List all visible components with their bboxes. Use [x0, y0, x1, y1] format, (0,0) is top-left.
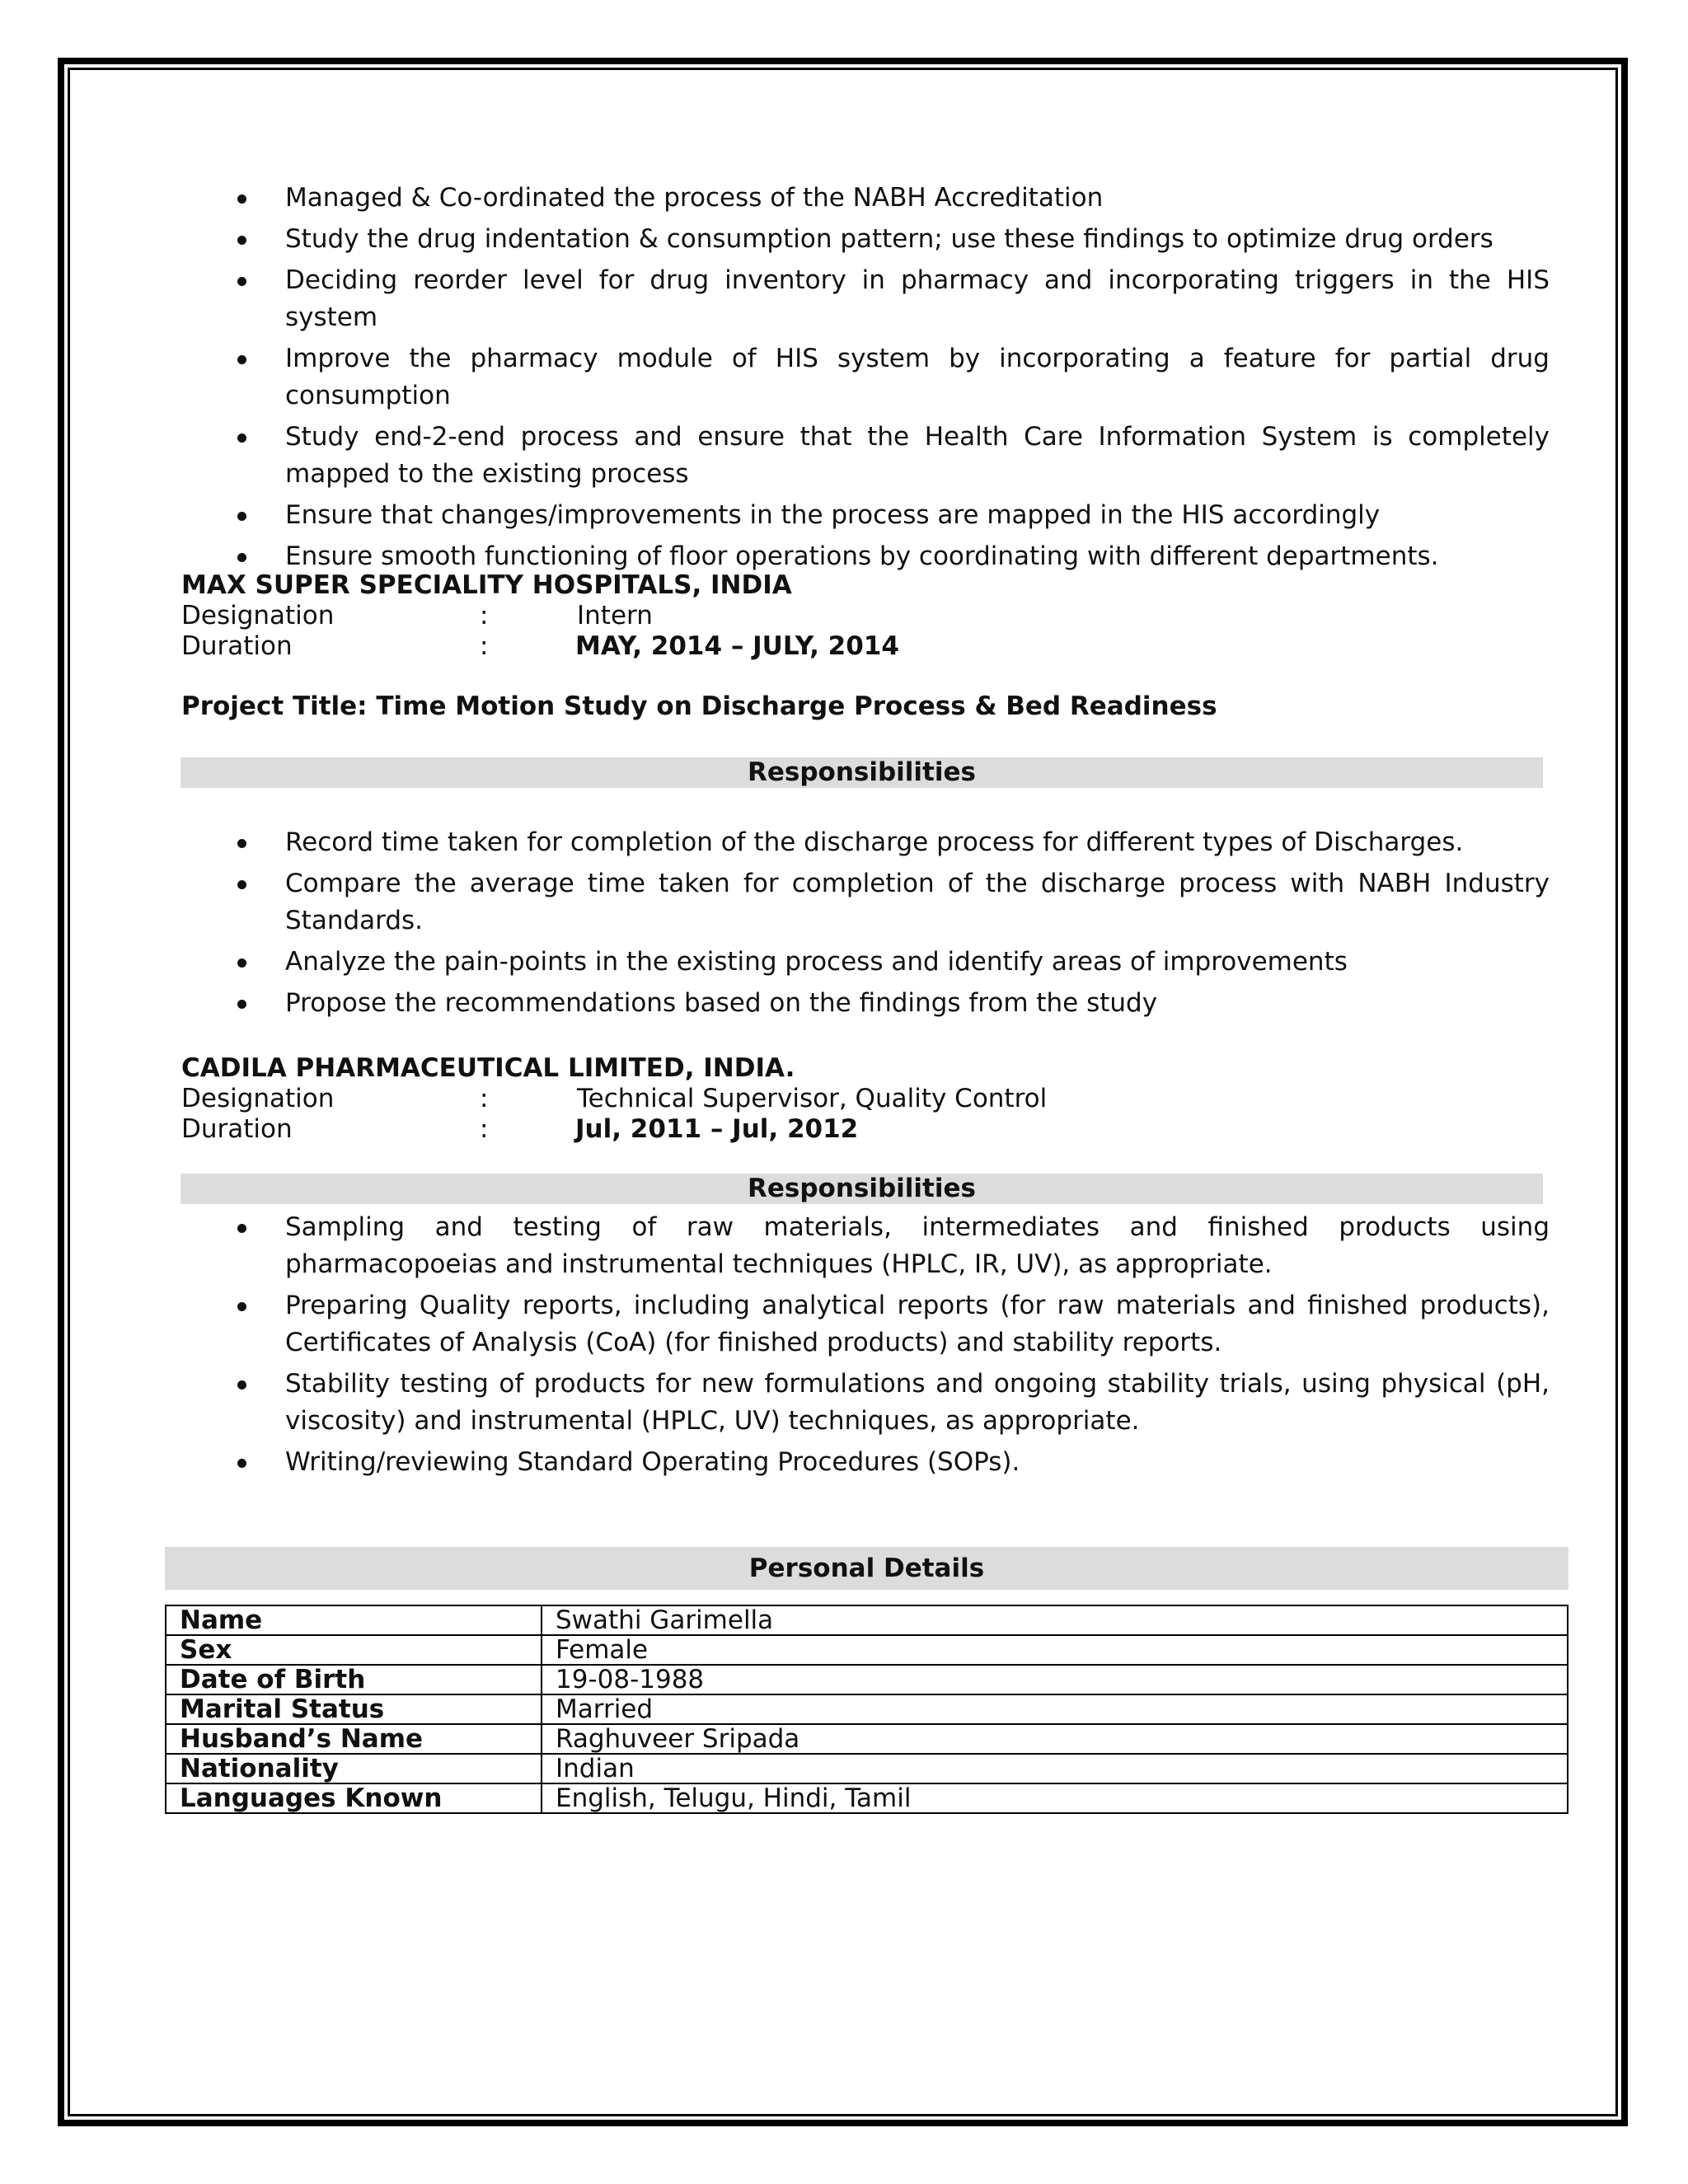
list-item-text: Improve the pharmacy module of HIS system by incorporating a feature for partial drug consumption: [285, 344, 1550, 410]
bullet-icon: [237, 194, 246, 204]
max-designation-row: [181, 601, 1335, 630]
cadila-duration-row: [181, 1114, 1335, 1144]
bullet-icon: [237, 1302, 246, 1311]
table-row: [166, 1665, 1568, 1694]
list-item-text: Study the drug indentation & consumption pattern; use these findings to optimize drug orders: [285, 224, 1493, 254]
colon: :: [480, 1114, 489, 1144]
bullet-icon: [237, 880, 246, 889]
list-item-text: Deciding reorder level for drug inventory in pharmacy and incorporating triggers in the HIS system: [285, 265, 1550, 332]
list-item-text: Writing/reviewing Standard Operating Procedures (SOPs).: [285, 1447, 1020, 1477]
list-item: [181, 1287, 1550, 1361]
list-item-text: Preparing Quality reports, including analytical reports (for raw materials and finished products), Certificates of Analysis (CoA) (for finished products) and stability reports.: [285, 1291, 1550, 1357]
bullet-icon: [237, 512, 246, 521]
list-item: [181, 824, 1550, 861]
list-item: [181, 1366, 1550, 1440]
bullet-icon: [237, 1000, 246, 1009]
list-item-text: Analyze the pain-points in the existing process and identify areas of improvements: [285, 947, 1348, 977]
list-item: [181, 1209, 1550, 1283]
max-responsibilities-heading: Responsibilities: [181, 757, 1543, 788]
designation-value: Intern: [577, 601, 653, 630]
table-row: [166, 1754, 1568, 1783]
table-row: [166, 1724, 1568, 1754]
bullet-icon: [237, 434, 246, 443]
colon: :: [480, 1084, 489, 1113]
top-responsibilities-list: [181, 180, 1550, 579]
field-value: Raghuveer Sripada: [542, 1724, 1568, 1754]
max-responsibilities-list: [181, 824, 1550, 1026]
colon: :: [480, 631, 489, 661]
bullet-icon: [237, 1459, 246, 1468]
bullet-icon: [237, 553, 246, 562]
list-item: [181, 944, 1550, 981]
bullet-icon: [237, 236, 246, 245]
bullet-icon: [237, 1224, 246, 1233]
list-item-text: Record time taken for completion of the discharge process for different types of Discharges.: [285, 827, 1464, 857]
list-item-text: Stability testing of products for new formulations and ongoing stability trials, using physical (pH, viscosity) and instrumental (HPLC, UV) techniques, as appropriate.: [285, 1369, 1550, 1436]
bullet-icon: [237, 958, 246, 968]
cadila-designation-row: [181, 1084, 1335, 1113]
designation-label: Designation: [181, 601, 335, 630]
personal-details-heading: Personal Details: [165, 1547, 1568, 1590]
bullet-icon: [237, 839, 246, 848]
bullet-icon: [237, 355, 246, 364]
max-company-name: MAX SUPER SPECIALITY HOSPITALS, INDIA: [181, 570, 792, 600]
field-value: English, Telugu, Hindi, Tamil: [542, 1783, 1568, 1813]
field-value: 19-08-1988: [542, 1665, 1568, 1694]
field-label: Name: [166, 1605, 542, 1635]
field-value: Married: [542, 1694, 1568, 1724]
field-value: Indian: [542, 1754, 1568, 1783]
list-item: [181, 865, 1550, 940]
designation-label: Designation: [181, 1084, 335, 1113]
table-row: [166, 1635, 1568, 1665]
project-title: Project Title: Time Motion Study on Discharge Process & Bed Readiness: [181, 691, 1217, 721]
table-row: [166, 1783, 1568, 1813]
field-label: Husband’s Name: [166, 1724, 542, 1754]
list-item-text: Sampling and testing of raw materials, intermediates and finished products using pharmacopoeias and instrumental techniques (HPLC, IR, UV), as appropriate.: [285, 1212, 1550, 1279]
list-item: [181, 985, 1550, 1022]
table-row: [166, 1694, 1568, 1724]
list-item: [181, 262, 1550, 336]
list-item-text: Managed & Co-ordinated the process of the NABH Accreditation: [285, 183, 1104, 213]
max-duration-row: [181, 631, 1335, 661]
list-item-text: Compare the average time taken for completion of the discharge process with NABH Industry Standards.: [285, 869, 1550, 935]
duration-value: Jul, 2011 – Jul, 2012: [575, 1114, 859, 1144]
cadila-responsibilities-heading: Responsibilities: [181, 1174, 1543, 1204]
list-item: [181, 1444, 1550, 1481]
list-item-text: Ensure that changes/improvements in the process are mapped in the HIS accordingly: [285, 500, 1381, 530]
designation-value: Technical Supervisor, Quality Control: [577, 1084, 1048, 1113]
colon: :: [480, 601, 489, 630]
personal-details-table: [165, 1605, 1568, 1814]
list-item-text: Ensure smooth functioning of floor operations by coordinating with different departments.: [285, 541, 1439, 571]
list-item: [181, 497, 1550, 534]
list-item-text: Propose the recommendations based on the findings from the study: [285, 988, 1158, 1018]
field-label: Languages Known: [166, 1783, 542, 1813]
field-value: Swathi Garimella: [542, 1605, 1568, 1635]
field-label: Sex: [166, 1635, 542, 1665]
list-item: [181, 221, 1550, 258]
field-label: Date of Birth: [166, 1665, 542, 1694]
field-value: Female: [542, 1635, 1568, 1665]
field-label: Marital Status: [166, 1694, 542, 1724]
duration-value: MAY, 2014 – JULY, 2014: [575, 631, 899, 661]
list-item-text: Study end-2-end process and ensure that the Health Care Information System is completely mapped to the existing process: [285, 422, 1550, 489]
list-item: [181, 419, 1550, 493]
duration-label: Duration: [181, 631, 293, 661]
bullet-icon: [237, 277, 246, 286]
list-item: [181, 340, 1550, 415]
duration-label: Duration: [181, 1114, 293, 1144]
list-item: [181, 180, 1550, 217]
table-row: [166, 1605, 1568, 1635]
cadila-responsibilities-list: [181, 1209, 1550, 1485]
bullet-icon: [237, 1380, 246, 1390]
field-label: Nationality: [166, 1754, 542, 1783]
cadila-company-name: CADILA PHARMACEUTICAL LIMITED, INDIA.: [181, 1053, 795, 1083]
